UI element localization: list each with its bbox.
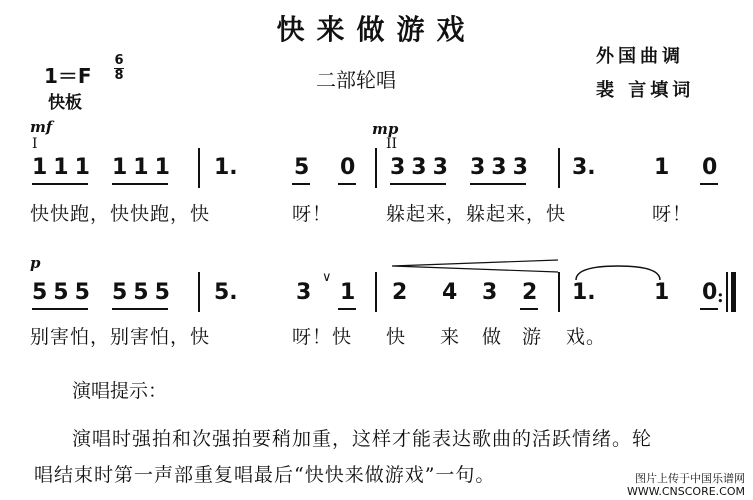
- tips-line: 唱结束时第一声部重复唱最后“快快来做游戏”一句。: [34, 464, 496, 486]
- watermark-url: WWW.CNSCORE.COM: [626, 485, 745, 498]
- note: 1: [340, 280, 356, 305]
- note-group: 1.: [214, 155, 238, 180]
- lyric-word: 游: [522, 326, 543, 348]
- key-signature: 1＝F: [44, 64, 92, 88]
- meter-top: 6: [114, 53, 124, 68]
- watermark: [627, 472, 745, 498]
- song-subtitle: 二部轮唱: [316, 68, 396, 92]
- dynamic-mf: mf: [30, 118, 53, 136]
- tips-heading: 演唱提示：: [72, 380, 168, 402]
- lyric-word: 做: [482, 326, 503, 348]
- dynamic-p: p: [30, 254, 41, 272]
- lyric-line: 呀！: [652, 203, 693, 225]
- note: 0: [702, 280, 718, 305]
- note: 3: [482, 280, 498, 305]
- note: 1: [654, 155, 670, 180]
- music-credit: 外国曲调: [596, 46, 684, 67]
- note-group: 333: [390, 155, 454, 180]
- note: 4: [442, 280, 458, 305]
- meter-bottom: 8: [114, 68, 124, 83]
- lyric-word: 来: [440, 326, 461, 348]
- note: 0: [340, 155, 356, 180]
- time-signature: [114, 54, 124, 83]
- part-one-label: I: [32, 136, 38, 152]
- note-group: 333: [470, 155, 534, 180]
- note: 0: [702, 155, 718, 180]
- note-group: 1.: [572, 280, 596, 305]
- note-group: 5.: [214, 280, 238, 305]
- lyric-line: 躲起来，躲起来，快: [386, 203, 567, 225]
- lyric-line: 呀！快: [292, 326, 353, 348]
- tips-line: 演唱时强拍和次强拍要稍加重，这样才能表达歌曲的活跃情绪。轮: [72, 428, 653, 450]
- note-group: 111: [112, 155, 176, 180]
- note: 2: [392, 280, 408, 305]
- breath-mark: ∨: [322, 270, 332, 285]
- note: 1: [654, 280, 670, 305]
- lyrics-credit: 裴 言填词: [596, 80, 695, 101]
- note-group: 3.: [572, 155, 596, 180]
- lyric-line: 快快跑，快快跑，快: [30, 203, 211, 225]
- note: 3: [296, 280, 312, 305]
- lyric-line: 别害怕，别害怕，快: [30, 326, 211, 348]
- note-group: 555: [112, 280, 176, 305]
- note-group: 111: [32, 155, 96, 180]
- repeat-dots: :: [717, 286, 724, 307]
- song-title: 快来做游戏: [276, 13, 477, 46]
- note-group: 555: [32, 280, 96, 305]
- tempo-marking: 快板: [48, 93, 82, 113]
- lyric-word: 戏。: [566, 326, 607, 348]
- tie-arc: [572, 262, 664, 282]
- crescendo-decrescendo: [388, 258, 558, 274]
- dynamic-mp: mp: [372, 120, 399, 138]
- note: 5: [294, 155, 310, 180]
- lyric-line: 呀！: [292, 203, 333, 225]
- part-two-label: II: [386, 136, 398, 152]
- watermark-line: 图片上传于中国乐谱网: [635, 472, 745, 485]
- note: 2: [522, 280, 538, 305]
- lyric-word: 快: [386, 326, 407, 348]
